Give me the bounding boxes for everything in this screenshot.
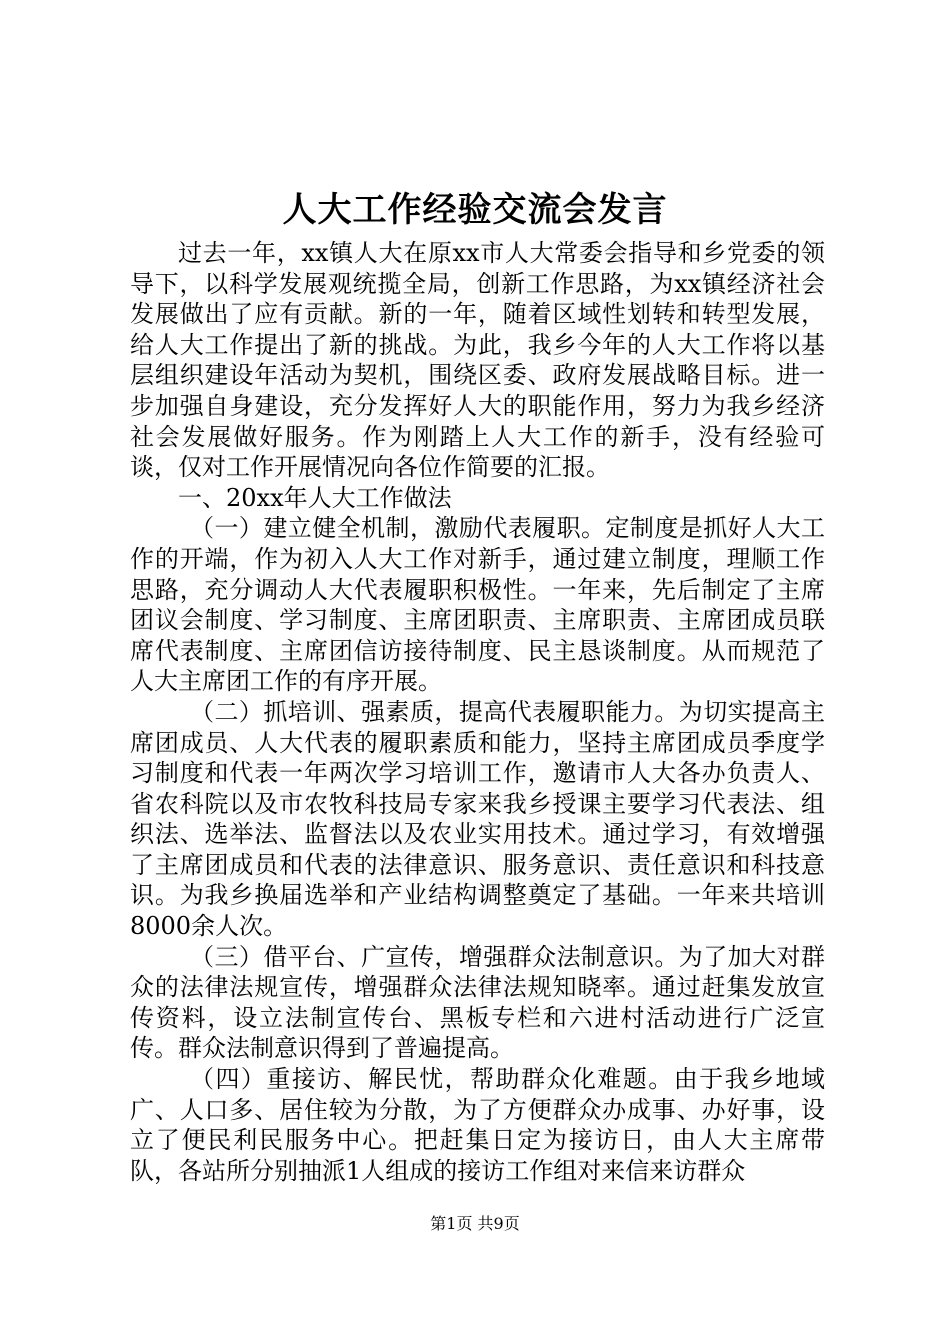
- paragraph-item-1: （一）建立健全机制，激励代表履职。定制度是抓好人大工作的开端，作为初入人大工作对新手，通过建立制度，理顺工作思路，充分调动人大代表履职积极性。一年来，先后制定了主席团议会制度、学习制度、主席团职责、主席职责、主席团成员联席代表制度、主席团信访接待制度、民主恳谈制度。从而规范了人大主席团工作的有序开展。: [130, 514, 825, 696]
- paragraph-item-2: （二）抓培训、强素质，提高代表履职能力。为切实提高主席团成员、人大代表的履职素质和能力，坚持主席团成员季度学习制度和代表一年两次学习培训工作，邀请市人大各办负责人、省农科院以及市农牧科技局专家来我乡授课主要学习代表法、组织法、选举法、监督法以及农业实用技术。通过学习，有效增强了主席团成员和代表的法律意识、服务意识、责任意识和科技意识。为我乡换届选举和产业结构调整奠定了基础。一年来共培训8000余人次。: [130, 697, 825, 941]
- paragraph-item-4: （四）重接访、解民忧，帮助群众化难题。由于我乡地域广、人口多、居住较为分散，为了方便群众办成事、办好事，设立了便民利民服务中心。把赶集日定为接访日，由人大主席带队，各站所分别抽派1人组成的接访工作组对来信来访群众: [130, 1065, 825, 1185]
- document-title: 人大工作经验交流会发言: [282, 190, 668, 230]
- paragraph-item-3: （三）借平台、广宣传，增强群众法制意识。为了加大对群众的法律法规宣传，增强群众法律法规知晓率。通过赶集发放宣传资料，设立法制宣传台、黑板专栏和六进村活动进行广泛宣传。群众法制意识得到了普遍提高。: [130, 942, 825, 1063]
- document-body: [130, 238, 825, 1186]
- page-footer: 第1页 共9页: [430, 1214, 520, 1233]
- paragraph-intro: 过去一年，xx镇人大在原xx市人大常委会指导和乡党委的领导下，以科学发展观统揽全局，创新工作思路，为xx镇经济社会发展做出了应有贡献。新的一年，随着区域性划转和转型发展，给人大工作提出了新的挑战。为此，我乡今年的人大工作将以基层组织建设年活动为契机，围绕区委、政府发展战略目标。进一步加强自身建设，充分发挥好人大的职能作用，努力为我乡经济社会发展做好服务。作为刚踏上人大工作的新手，没有经验可谈，仅对工作开展情况向各位作简要的汇报。: [130, 239, 825, 482]
- section-heading-1: 一、20xx年人大工作做法: [178, 483, 452, 512]
